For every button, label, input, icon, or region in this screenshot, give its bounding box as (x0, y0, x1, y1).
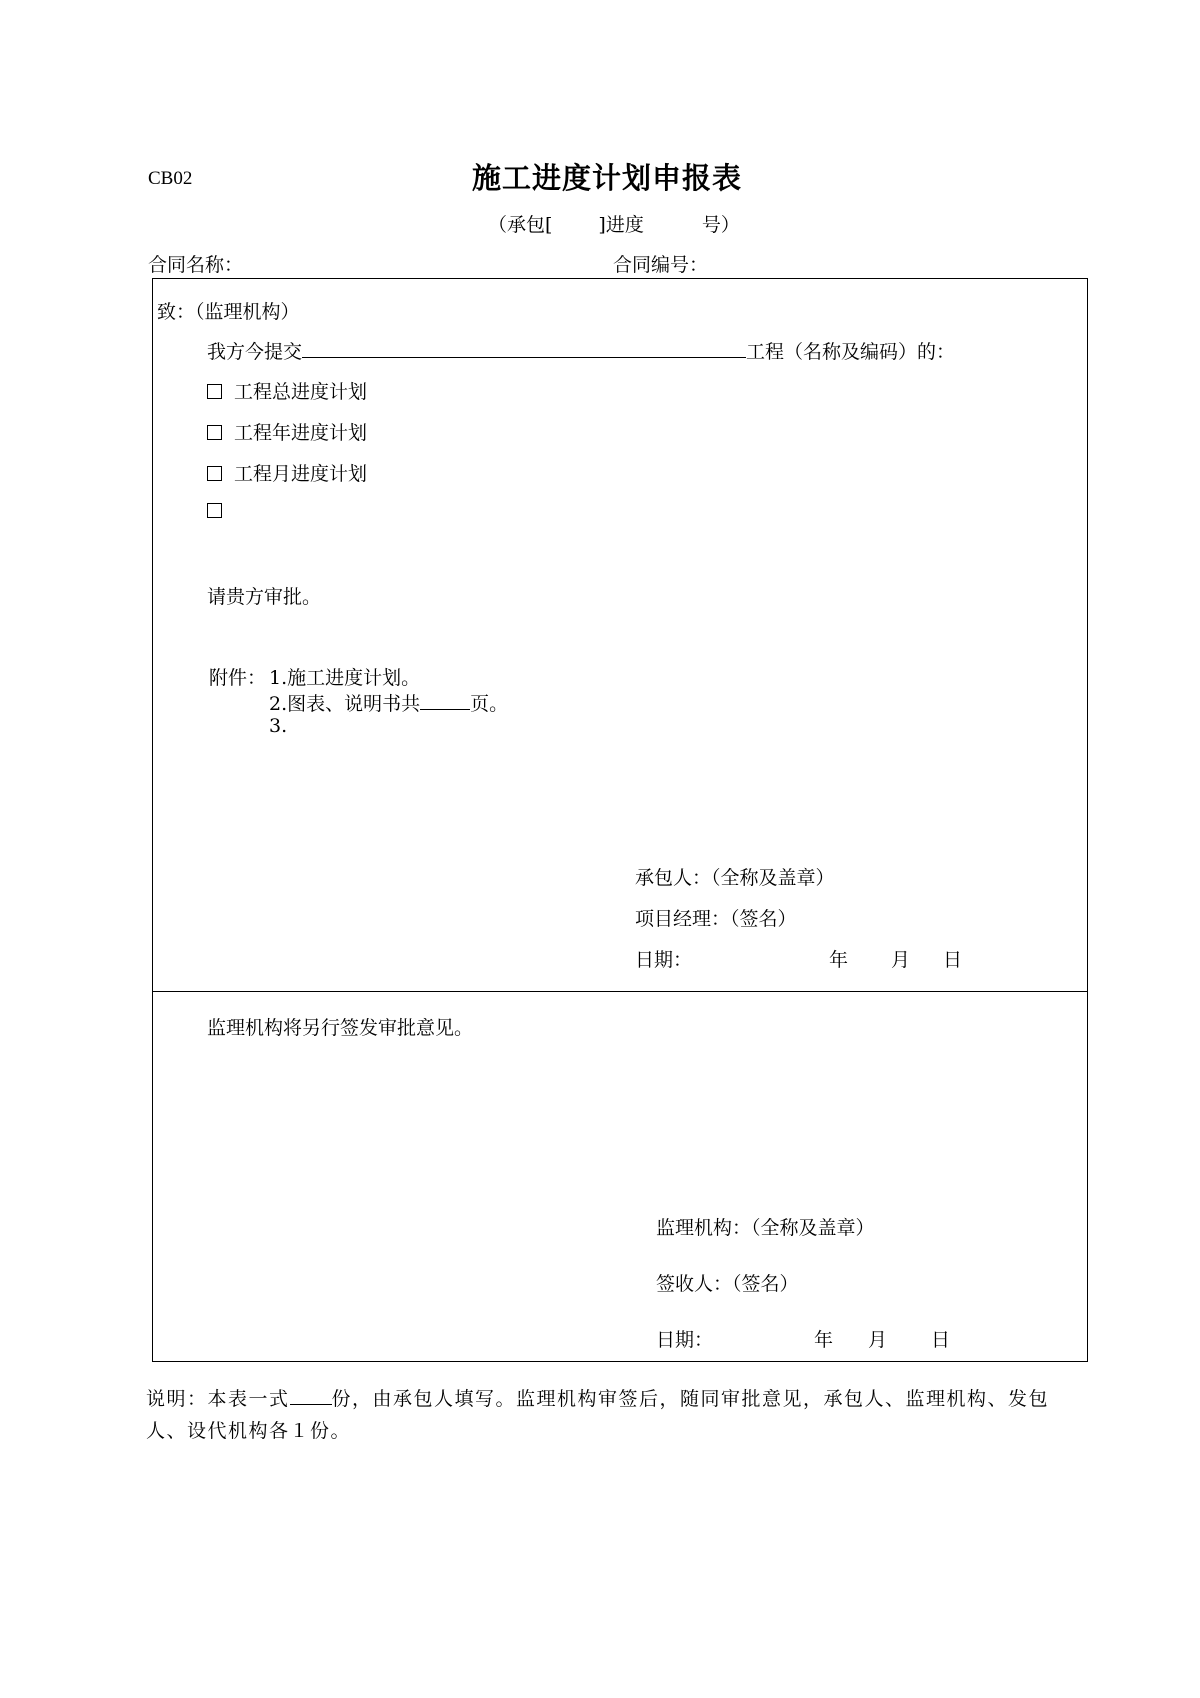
contract-no-label: 合同编号： (613, 254, 709, 276)
submission-section (152, 278, 1088, 992)
option-label: 工程年进度计划 (234, 422, 368, 444)
submit-suffix: 工程（名称及编码）的： (746, 341, 956, 363)
contractor-date-year: 年 (829, 949, 849, 971)
option-monthly-schedule[interactable] (207, 459, 367, 486)
page-title: 施工进度计划申报表 (471, 161, 742, 195)
form-code: CB02 (148, 168, 193, 189)
subtitle-suffix: 号） (701, 214, 740, 236)
supervisor-date-month: 月 (868, 1329, 888, 1351)
attachment-1: 1.施工进度计划。 (269, 667, 421, 689)
submit-prefix: 我方今提交 (207, 341, 303, 363)
submission-line (207, 337, 955, 364)
supervisor-date-day: 日 (931, 1329, 951, 1351)
checkbox-icon[interactable] (207, 466, 222, 481)
option-label: 工程月进度计划 (234, 463, 368, 485)
contractor-date-day: 日 (943, 949, 963, 971)
contractor-date-label: 日期： (635, 949, 693, 971)
contractor-label: 承包人：（全称及盖章） (635, 867, 835, 889)
contractor-date-month: 月 (891, 949, 911, 971)
attachment-2 (269, 689, 508, 716)
option-annual-schedule[interactable] (207, 418, 367, 445)
supervisor-label: 监理机构：（全称及盖章） (656, 1217, 875, 1239)
attachments-label: 附件： (209, 667, 267, 689)
note-suffix: 份，由承包人填写。监理机构审签后，随同审批意见，承包人、监理机构、发包人、设代机构各１份。 (146, 1388, 1050, 1442)
signer-label: 签收人：（签名） (656, 1273, 799, 1295)
supervisor-date-year: 年 (814, 1329, 834, 1351)
checkbox-icon[interactable] (207, 384, 222, 399)
project-name-field[interactable] (302, 337, 746, 358)
copy-count-field[interactable] (290, 1384, 332, 1405)
subtitle-prefix: （承包[ (488, 214, 553, 236)
footer-note (146, 1383, 1086, 1447)
supervision-section (152, 991, 1088, 1362)
checkbox-icon[interactable] (207, 425, 222, 440)
project-manager-label: 项目经理：（签名） (635, 908, 797, 930)
approval-request: 请贵方审批。 (207, 586, 322, 608)
recipient-label: 致：（监理机构） (157, 301, 300, 323)
attachment-2-suffix: 页。 (470, 693, 509, 715)
attachment-2-prefix: 2.图表、说明书共 (269, 693, 421, 715)
attachment-3: 3. (269, 715, 288, 737)
option-master-schedule[interactable] (207, 377, 367, 404)
page-count-field[interactable] (420, 689, 470, 710)
note-prefix: 说明：本表一式 (146, 1388, 290, 1410)
contract-name-label: 合同名称： (148, 254, 244, 276)
checkbox-icon[interactable] (207, 503, 222, 518)
option-label: 工程总进度计划 (234, 381, 368, 403)
form-number-line (488, 210, 740, 237)
supervision-statement: 监理机构将另行签发审批意见。 (207, 1017, 474, 1039)
subtitle-mid: ]进度 (598, 214, 644, 236)
option-other[interactable] (207, 500, 234, 522)
supervisor-date-label: 日期： (656, 1329, 714, 1351)
